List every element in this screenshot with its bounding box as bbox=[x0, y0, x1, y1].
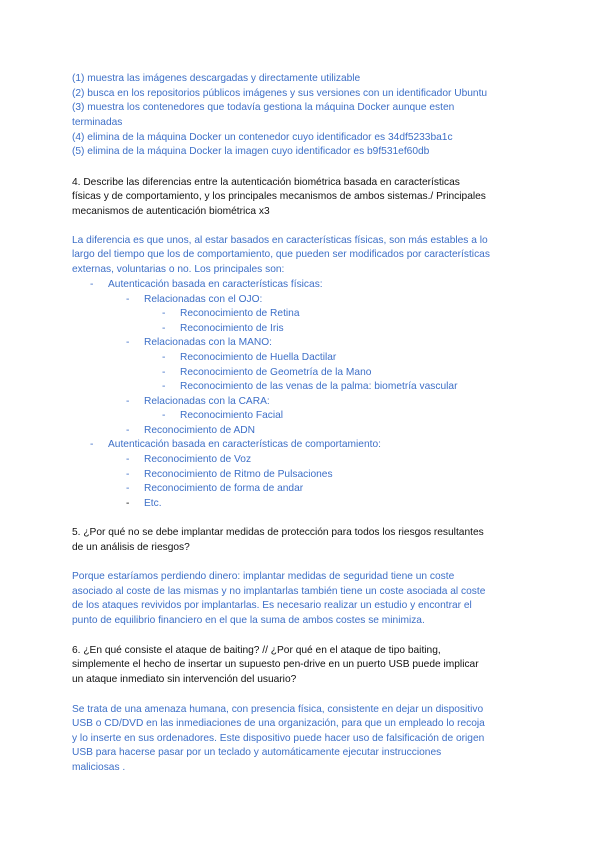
list-item-level-3: Reconocimiento de Retina bbox=[180, 308, 300, 319]
list-bullet: - bbox=[90, 439, 94, 450]
list-bullet: - bbox=[162, 381, 166, 392]
question-5-line: 5. ¿Por qué no se debe implantar medidas de protección para todos los riesgos resultantes bbox=[72, 527, 484, 538]
answer-6-line: y lo inserte en sus ordenadores. Este dispositivo puede hacer uso de falsificación de origen bbox=[72, 733, 485, 744]
answer-5-line: Porque estaríamos perdiendo dinero: implantar medidas de seguridad tiene un coste bbox=[72, 571, 455, 582]
answer-6-line: USB o CD/DVD en las inmediaciones de una organización, para que un empleado lo recoja bbox=[72, 718, 485, 729]
question-6-line: simplemente el hecho de insertar un supuesto pen-drive en un puerto USB puede implicar bbox=[72, 659, 479, 670]
list-bullet: - bbox=[126, 483, 130, 494]
list-item-level-2: Relacionadas con la MANO: bbox=[144, 337, 272, 348]
list-bullet: - bbox=[162, 323, 166, 334]
list-bullet: - bbox=[162, 367, 166, 378]
list-bullet: - bbox=[126, 396, 130, 407]
list-item-level-3: Reconocimiento Facial bbox=[180, 410, 284, 421]
list-bullet: - bbox=[162, 410, 166, 421]
list-bullet: - bbox=[126, 337, 130, 348]
list-item-level-3: Reconocimiento de Iris bbox=[180, 323, 284, 334]
answer-4-line: largo del tiempo que los de comportamiento, que pueden ser modificados por características bbox=[72, 249, 490, 260]
list-item-level-2: Reconocimiento de Voz bbox=[144, 454, 252, 465]
answer-6-line: maliciosas . bbox=[72, 762, 126, 773]
list-bullet: - bbox=[162, 308, 166, 319]
list-item-level-3: Reconocimiento de Geometría de la Mano bbox=[180, 367, 372, 378]
answer-line: (1) muestra las imágenes descargadas y directamente utilizable bbox=[72, 73, 361, 84]
answer-line: (2) busca en los repositorios públicos imágenes y sus versiones con un identificador Ubuntu bbox=[72, 88, 488, 99]
answer-5-line: asociado al coste de las mismas y no implantarlas también tiene un coste asociada al coste bbox=[72, 586, 486, 597]
list-item-level-2: Etc. bbox=[144, 498, 162, 509]
answer-4-line: La diferencia es que unos, al estar basados en características físicas, son más estables a lo bbox=[72, 235, 488, 246]
list-item-level-1: Autenticación basada en características físicas: bbox=[108, 279, 323, 290]
list-item-level-2: Relacionadas con el OJO: bbox=[144, 294, 263, 305]
list-bullet: - bbox=[126, 454, 130, 465]
list-item-level-2: Relacionadas con la CARA: bbox=[144, 396, 270, 407]
answer-4-line: externas, voluntarias o no. Los principales son: bbox=[72, 264, 285, 275]
list-bullet: - bbox=[126, 498, 130, 509]
question-4-line: mecanismos de autenticación biométrica x3 bbox=[72, 206, 270, 217]
list-item-level-2: Reconocimiento de ADN bbox=[144, 425, 255, 436]
answer-6-line: Se trata de una amenaza humana, con presencia física, consistente en dejar un dispositivo bbox=[72, 704, 484, 715]
answer-5-line: de los ataques revividos por implantarlas. Es necesario realizar un estudio y encontrar el bbox=[72, 600, 472, 611]
list-bullet: - bbox=[162, 352, 166, 363]
answer-line: (3) muestra los contenedores que todavía gestiona la máquina Docker aunque esten bbox=[72, 102, 455, 113]
list-bullet: - bbox=[126, 469, 130, 480]
question-4-line: físicas y de comportamiento, y los principales mecanismos de ambos sistemas./ Principales bbox=[72, 191, 486, 202]
question-6-line: un ataque inmediato sin intervención del usuario? bbox=[72, 674, 297, 685]
answer-6-line: USB para hacerse pasar por un teclado y automáticamente ejecutar instrucciones bbox=[72, 747, 442, 758]
question-4-line: 4. Describe las diferencias entre la autenticación biométrica basada en características bbox=[72, 177, 460, 188]
question-5-line: de un análisis de riesgos? bbox=[72, 542, 190, 553]
answer-5-line: punto de equilibrio financiero en el que la suma de ambos costes se minimiza. bbox=[72, 615, 425, 626]
list-bullet: - bbox=[90, 279, 94, 290]
list-item-level-1: Autenticación basada en características de comportamiento: bbox=[108, 439, 381, 450]
list-item-level-3: Reconocimiento de las venas de la palma: biometría vascular bbox=[180, 381, 458, 392]
list-item-level-2: Reconocimiento de Ritmo de Pulsaciones bbox=[144, 469, 333, 480]
question-6-line: 6. ¿En qué consiste el ataque de baiting? // ¿Por qué en el ataque de tipo baiting, bbox=[72, 645, 441, 656]
answer-line: (5) elimina de la máquina Docker la imagen cuyo identificador es b9f531ef60db bbox=[72, 146, 430, 157]
answer-line: (4) elimina de la máquina Docker un contenedor cuyo identificador es 34df5233ba1c bbox=[72, 132, 453, 143]
answer-line: terminadas bbox=[72, 117, 123, 128]
list-item-level-3: Reconocimiento de Huella Dactilar bbox=[180, 352, 337, 363]
list-bullet: - bbox=[126, 294, 130, 305]
list-item-level-2: Reconocimiento de forma de andar bbox=[144, 483, 304, 494]
list-bullet: - bbox=[126, 425, 130, 436]
